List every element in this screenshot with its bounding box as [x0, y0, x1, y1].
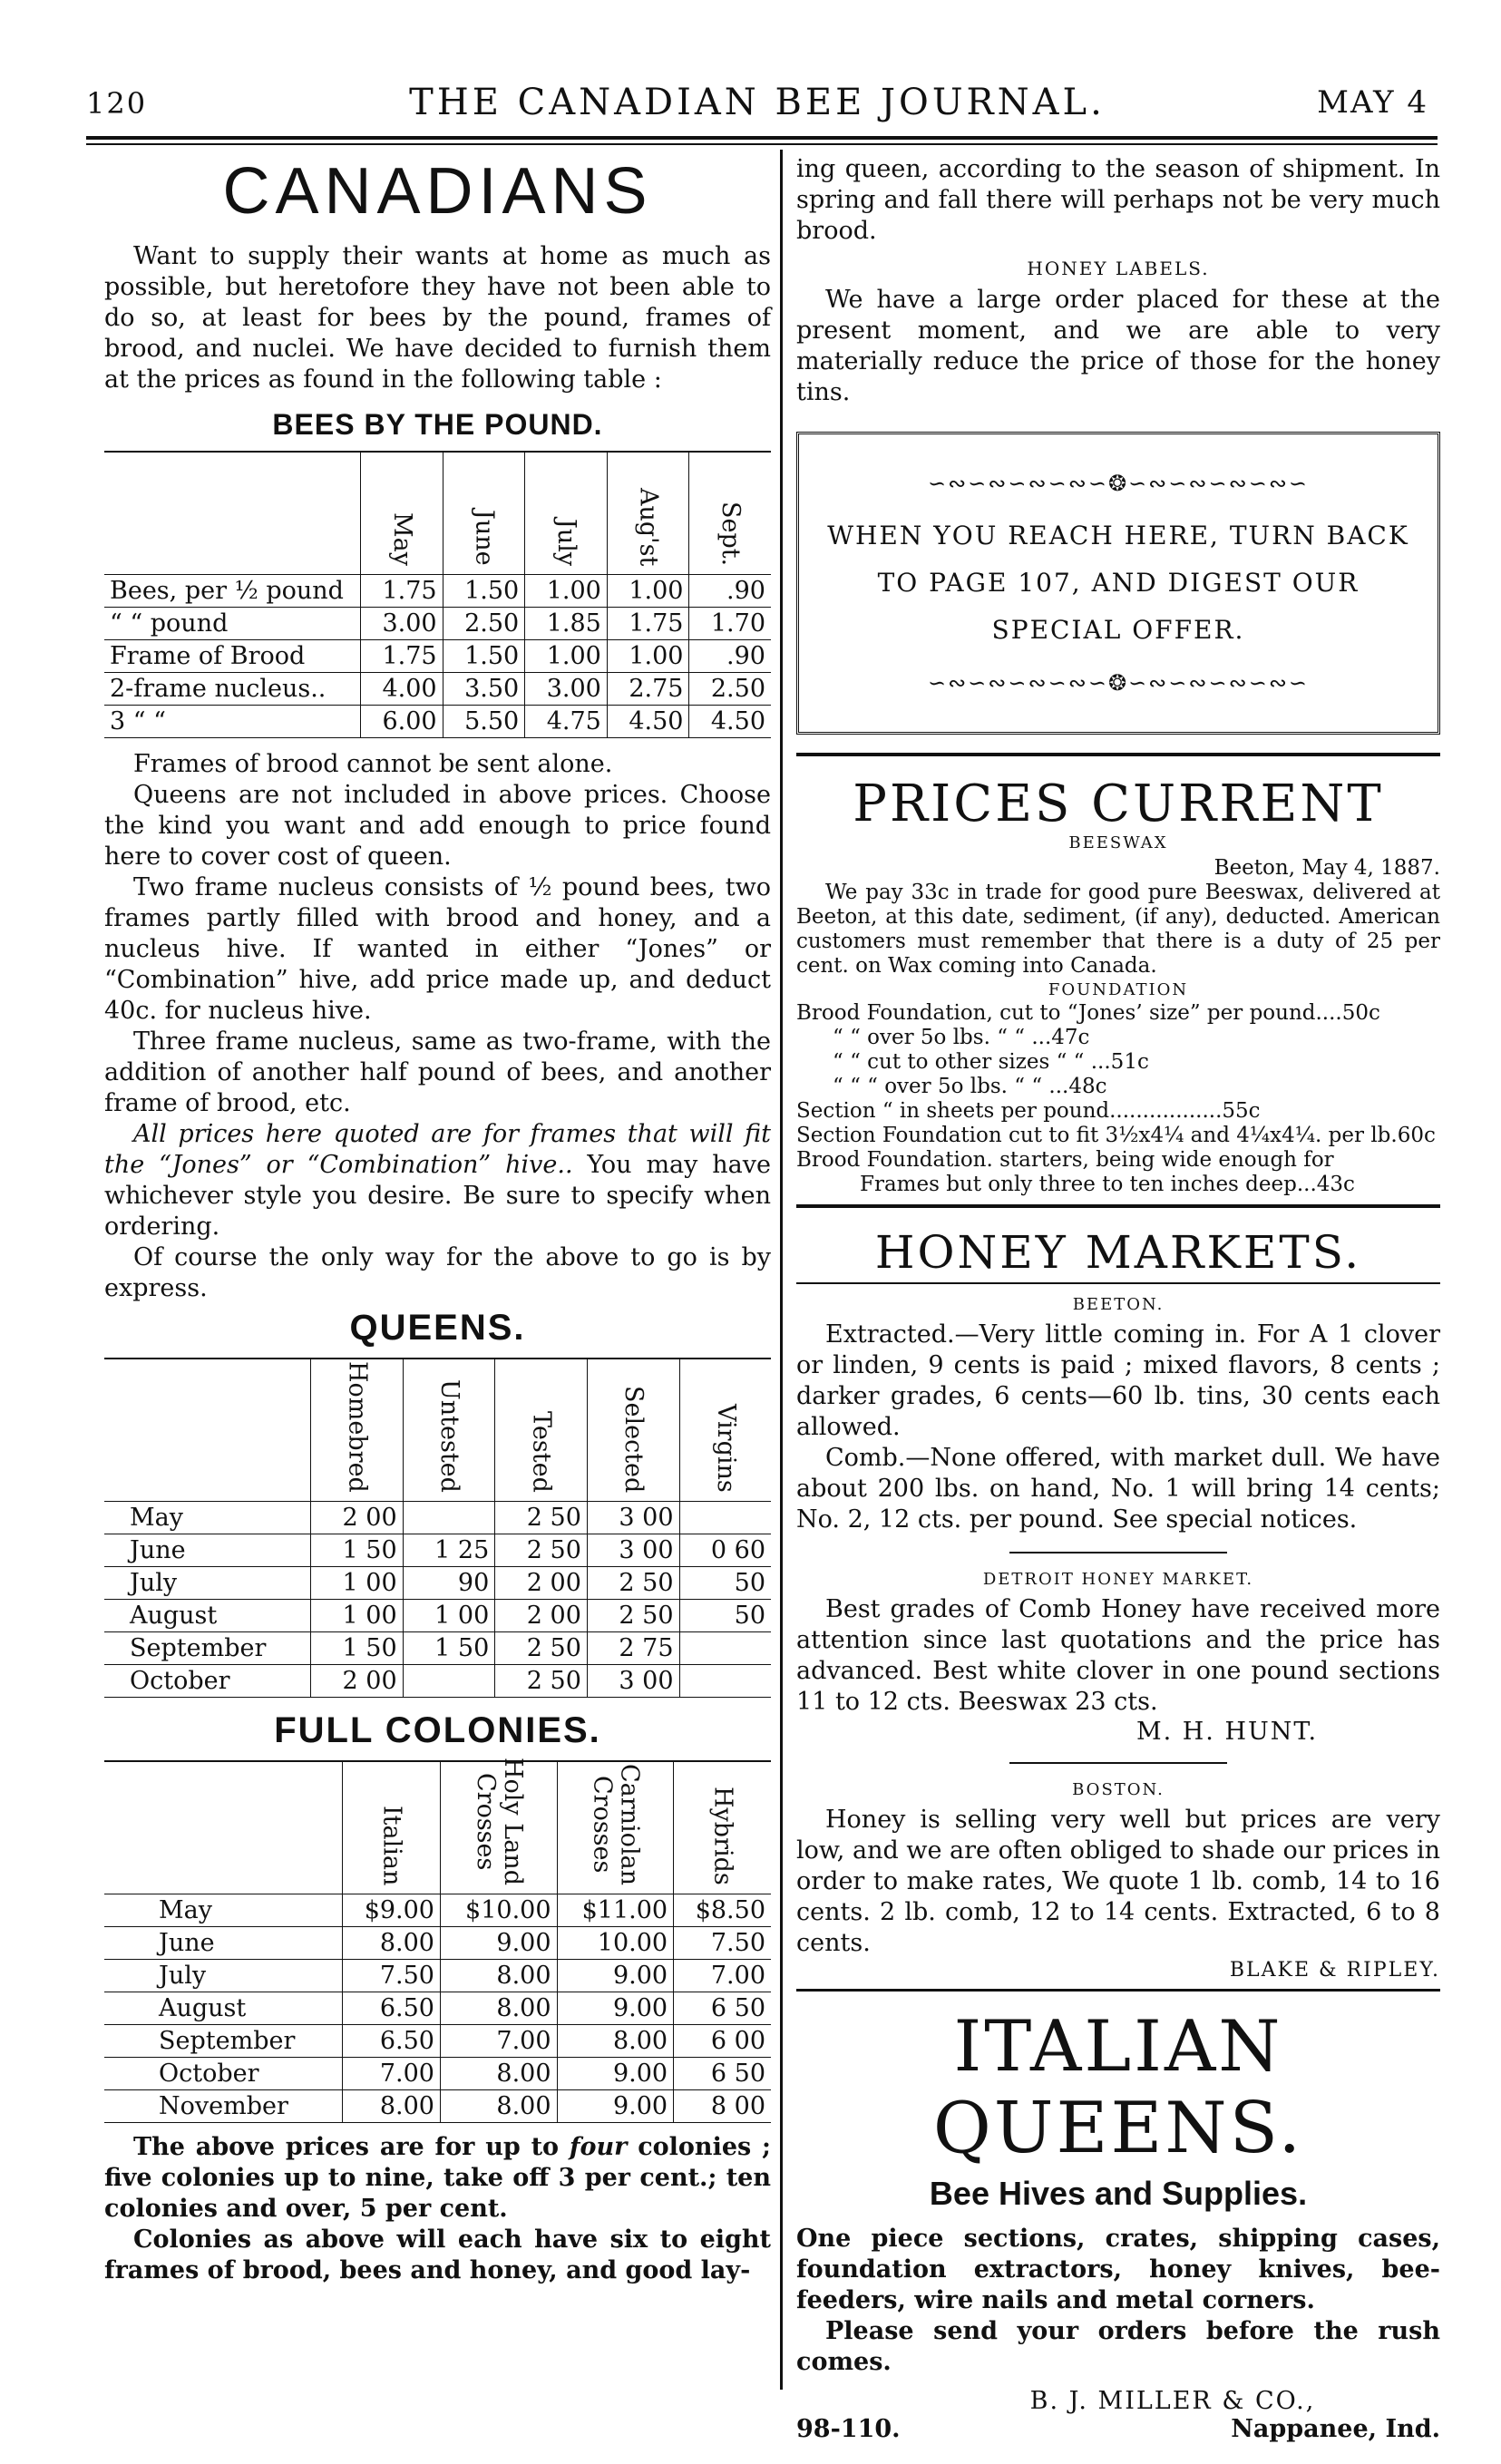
boston-heading: BOSTON. [1072, 1780, 1165, 1799]
ad-code: 98-110. [796, 2415, 901, 2443]
row-label: October [104, 1664, 311, 1697]
cell: 2 50 [495, 1501, 588, 1534]
cell: 4.50 [607, 706, 689, 738]
cell: 2 00 [495, 1599, 588, 1631]
cell: $10.00 [440, 1894, 557, 1926]
section-rule [796, 1989, 1440, 1992]
table-row [104, 1992, 771, 2024]
colonies-last-paragraph: Colonies as above will each have six to eight frames of brood, bees and honey, and good lay- [104, 2225, 771, 2284]
table-row [104, 1926, 771, 1959]
foundation-line: Brood Foundation, cut to “Jones’ size” per pound....50c [796, 1001, 1380, 1025]
col-header: Virgins [679, 1359, 771, 1501]
cell: 1.75 [607, 608, 689, 640]
cell: 1.70 [689, 608, 771, 640]
section-rule [796, 753, 1440, 756]
detroit-heading: DETROIT HONEY MARKET. [982, 1570, 1254, 1589]
cell: 1.00 [525, 575, 608, 608]
row-label: June [104, 1534, 311, 1566]
cell: 7.50 [343, 1959, 441, 1992]
table-row [104, 2057, 771, 2089]
beeton-paragraph: Extracted.—Very little coming in. For A 1 clover or linden, 9 cents is paid ; mixed flavors, 8 cents ; darker grades, 6 cents—60 lb. tins, 30 cents each allowed. [796, 1320, 1440, 1441]
table-row [104, 2024, 771, 2057]
cell: 10.00 [557, 1926, 674, 1959]
cell: 6 00 [674, 2024, 771, 2057]
note-text: The above prices are for up to [133, 2132, 570, 2161]
cell: 2 00 [495, 1566, 588, 1599]
cell: 7.00 [674, 1959, 771, 1992]
cell: 2 00 [311, 1501, 404, 1534]
cell: 1.50 [443, 640, 525, 673]
cell: 2.50 [689, 673, 771, 706]
table-corner [104, 452, 361, 575]
row-label: November [104, 2089, 343, 2122]
row-label: October [104, 2057, 343, 2089]
foundation-line: Section Foundation cut to fit 3½x4¼ and 4¼x4¼. per lb.60c [796, 1124, 1436, 1147]
cell: 5.50 [443, 706, 525, 738]
cell: 8.00 [440, 1959, 557, 1992]
cell [679, 1501, 771, 1534]
cell: $9.00 [343, 1894, 441, 1926]
col-header: June [443, 452, 525, 575]
cell: 8.00 [440, 1992, 557, 2024]
column-separator [780, 150, 783, 2390]
cell [403, 1664, 495, 1697]
cell: 6.00 [361, 706, 443, 738]
cell: 3.00 [525, 673, 608, 706]
issue-date: MAY 4 [1317, 84, 1428, 121]
cell: 1.00 [525, 640, 608, 673]
cell: 6.50 [343, 1992, 441, 2024]
cell: 2 50 [495, 1631, 588, 1664]
cell: 3.50 [443, 673, 525, 706]
row-label: Frame of Brood [104, 640, 361, 673]
foundation-line: “ “ cut to other sizes “ “ ...51c [833, 1050, 1149, 1074]
cell: 8.00 [440, 2089, 557, 2122]
bees-by-pound-table [104, 451, 771, 738]
paragraph-italic-note [104, 1119, 771, 1242]
cell: 8.00 [557, 2024, 674, 2057]
col-header: Italian [343, 1761, 441, 1894]
cell: 2 50 [587, 1599, 679, 1631]
canadians-title: CANADIANS [222, 155, 653, 228]
table-row [104, 1534, 771, 1566]
table-row [104, 1664, 771, 1697]
cell: .90 [689, 640, 771, 673]
divider [1009, 1762, 1227, 1764]
table-row [104, 1566, 771, 1599]
honey-labels-paragraph: We have a large order placed for these at the present moment, and we are able to very materially reduce the price of those for the honey tins. [796, 286, 1440, 406]
journal-title: THE CANADIAN BEE JOURNAL. [409, 82, 1106, 123]
row-label: May [104, 1894, 343, 1926]
col-header: Selected [587, 1359, 679, 1501]
table-row [104, 1599, 771, 1631]
row-label: 2-frame nucleus.. [104, 673, 361, 706]
detroit-signature: M. H. HUNT. [1135, 1718, 1319, 1746]
colonies-note [104, 2132, 771, 2225]
paragraph: Two frame nucleus consists of ½ pound bees, two frames partly filled with brood and honey, and a nucleus hive. If wanted in either “Jones” or “Combination” hive, add price made up, and deduct 40c. for nucleus hive. [104, 873, 771, 1025]
table-corner [104, 1761, 343, 1894]
cell: 4.50 [689, 706, 771, 738]
box-line: WHEN YOU REACH HERE, TURN BACK [827, 521, 1409, 550]
cell: 3 00 [587, 1501, 679, 1534]
cell: 2 75 [587, 1631, 679, 1664]
row-label: July [104, 1566, 311, 1599]
cell: 2 50 [495, 1664, 588, 1697]
col-header: Holy Land Crosses [440, 1761, 557, 1894]
cell: 6 50 [674, 2057, 771, 2089]
italian-queens-ad-title: ITALIAN QUEENS. [932, 2006, 1304, 2169]
cell: 8 00 [674, 2089, 771, 2122]
detroit-paragraph: Best grades of Comb Honey have received more attention since last quotations and the price has advanced. Best white clover in one pound sections 11 to 12 cts. Beeswax 23 cts. [796, 1595, 1440, 1716]
cell: 50 [679, 1566, 771, 1599]
col-header: Tested [495, 1359, 588, 1501]
cell: 1.75 [361, 575, 443, 608]
title-rule [796, 1282, 1440, 1284]
cell: 9.00 [440, 1926, 557, 1959]
boston-paragraph: Honey is selling very well but prices are very low, and we are often obliged to shade our prices in order to make rates, We quote 1 lb. comb, 14 to 16 cents. 2 lb. comb, 12 to 14 cents. Extracted, 6 to 8 cents. [796, 1806, 1440, 1957]
table-row [104, 673, 771, 706]
paragraph: Of course the only way for the above to go is by express. [104, 1243, 771, 1302]
foundation-line: Section “ in sheets per pound.................55c [796, 1099, 1261, 1123]
boston-signature: BLAKE & RIPLEY. [1229, 1959, 1440, 1982]
table-header-row [104, 452, 771, 575]
cell: 2 50 [495, 1534, 588, 1566]
italic-text: All prices here quoted are for frames that will fit the “Jones” or “Combination” hive.. [104, 1120, 771, 1179]
cell: 9.00 [557, 1959, 674, 1992]
foundation-line: Brood Foundation. starters, being wide enough for [796, 1148, 1334, 1172]
cell: 1.00 [607, 575, 689, 608]
col-header: Hybrids [674, 1761, 771, 1894]
beeswax-text: We pay 33c in trade for good pure Beeswax, delivered at Beeton, at this date, sediment, (if any), deducted. American customers must remember that there is a duty of 25 per cent. on Wax coming into Canada. [796, 881, 1440, 978]
paragraph: Three frame nucleus, same as two-frame, with the addition of another half pound of bees, and another frame of brood, etc. [104, 1027, 771, 1117]
foundation-line: “ “ over 5o lbs. “ “ ...47c [833, 1026, 1090, 1049]
cell: 3 00 [587, 1534, 679, 1566]
cell: 9.00 [557, 1992, 674, 2024]
cell: 2 00 [311, 1664, 404, 1697]
cell: 8.00 [343, 2089, 441, 2122]
table-row [104, 1959, 771, 1992]
cell: 7.50 [674, 1926, 771, 1959]
cell: 1.75 [361, 640, 443, 673]
plain-text: You may have whichever style you desire. Be sure to specify when ordering. [104, 1151, 771, 1241]
cell: 4.75 [525, 706, 608, 738]
header-rule-thin [86, 143, 1438, 145]
page-header [86, 77, 1428, 131]
table-corner [104, 1359, 311, 1501]
table-header-row [104, 1761, 771, 1894]
box-line: SPECIAL OFFER. [991, 615, 1245, 645]
cell: 4.00 [361, 673, 443, 706]
row-label: June [104, 1926, 343, 1959]
cell: 1 00 [311, 1566, 404, 1599]
foundation-line: Frames but only three to ten inches deep...43c [860, 1173, 1355, 1196]
cell: 7.00 [440, 2024, 557, 2057]
table-row [104, 1894, 771, 1926]
left-column [104, 154, 771, 2286]
note-text: colonies ; five colonies up to nine, take off 3 per cent.; ten colonies and over, 5 per cent. [104, 2132, 772, 2223]
cell: 8.00 [440, 2057, 557, 2089]
note-emphasis: four [569, 2132, 628, 2161]
col-header: Homebred [311, 1359, 404, 1501]
dateline: Beeton, May 4, 1887. [1213, 856, 1440, 880]
cell: .90 [689, 575, 771, 608]
honey-markets-title: HONEY MARKETS. [874, 1226, 1362, 1279]
table-header-row [104, 1359, 771, 1501]
row-label: “ “ pound [104, 608, 361, 640]
paragraph: Frames of brood cannot be sent alone. [133, 750, 613, 778]
cell: 1 50 [311, 1631, 404, 1664]
ad-company: B. J. MILLER & CO., [1029, 2387, 1316, 2415]
full-colonies-table [104, 1757, 771, 2123]
honey-labels-heading: HONEY LABELS. [1027, 258, 1210, 279]
cell: 1 50 [311, 1534, 404, 1566]
divider [1009, 1552, 1227, 1553]
row-label: September [104, 1631, 311, 1664]
cell [679, 1631, 771, 1664]
bees-table-title: BEES BY THE POUND. [272, 408, 603, 441]
ad-subtitle: Bee Hives and Supplies. [929, 2175, 1308, 2212]
cell: 2.50 [443, 608, 525, 640]
cell: 1.85 [525, 608, 608, 640]
row-label: August [104, 1599, 311, 1631]
row-label: 3 “ “ [104, 706, 361, 738]
col-header: May [361, 452, 443, 575]
cell: 1 00 [311, 1599, 404, 1631]
cell: 9.00 [557, 2057, 674, 2089]
row-label: May [104, 1501, 311, 1534]
ornament-top: ∽∾∽∾∽∾∽∾∽❂∽∾∽∾∽∾∽∾∽ [927, 471, 1310, 496]
col-header: Carniolan Crosses [557, 1761, 674, 1894]
col-header: Untested [403, 1359, 495, 1501]
cell: 3.00 [361, 608, 443, 640]
cell: 90 [403, 1566, 495, 1599]
foundation-heading: FOUNDATION [1048, 980, 1189, 999]
intro-paragraph: Want to supply their wants at home as much as possible, but heretofore they have not been able to do so, at least for bees by the pound, frames of brood, and nuclei. We have decided to furnish them at the prices as found in the following table : [104, 242, 771, 394]
ad-footer [796, 2415, 1440, 2443]
table-row [104, 706, 771, 738]
page-number: 120 [86, 86, 148, 121]
row-label: Bees, per ½ pound [104, 575, 361, 608]
table-row [104, 640, 771, 673]
table-row [104, 1631, 771, 1664]
beeton-heading: BEETON. [1072, 1295, 1165, 1314]
row-label: August [104, 1992, 343, 2024]
cell [403, 1501, 495, 1534]
row-label: September [104, 2024, 343, 2057]
cell: 9.00 [557, 2089, 674, 2122]
cell: 1.00 [607, 640, 689, 673]
cell: $8.50 [674, 1894, 771, 1926]
right-column [796, 154, 1440, 2443]
table-row [104, 1501, 771, 1534]
paragraph: Queens are not included in above prices. Choose the kind you want and add enough to price found here to cover cost of queen. [104, 781, 771, 871]
queens-table-title: QUEENS. [349, 1308, 526, 1348]
queens-table [104, 1358, 771, 1698]
cell: 3 00 [587, 1664, 679, 1697]
table-row [104, 2089, 771, 2122]
cell: 1 25 [403, 1534, 495, 1566]
prices-current-title: PRICES CURRENT [853, 774, 1384, 833]
ad-cta: Please send your orders before the rush comes. [796, 2317, 1440, 2376]
cell: 1.50 [443, 575, 525, 608]
cell: 2.75 [607, 673, 689, 706]
col-header: Sept. [689, 452, 771, 575]
header-rule [86, 136, 1438, 140]
cell: 2 50 [587, 1566, 679, 1599]
cell: 8.00 [343, 1926, 441, 1959]
table-row [104, 575, 771, 608]
ad-text: One piece sections, crates, shipping cases, foundation extractors, honey knives, bee-feeders, wire nails and metal corners. [796, 2225, 1440, 2314]
cell: $11.00 [557, 1894, 674, 1926]
row-label: July [104, 1959, 343, 1992]
section-rule [796, 1204, 1440, 1208]
cell [679, 1664, 771, 1697]
col-header: July [525, 452, 608, 575]
foundation-line: “ “ “ over 5o lbs. “ “ ...48c [833, 1075, 1107, 1098]
cell: 1 50 [403, 1631, 495, 1664]
box-line: TO PAGE 107, AND DIGEST OUR [877, 568, 1360, 598]
cell: 1 00 [403, 1599, 495, 1631]
cell: 6 50 [674, 1992, 771, 2024]
ornament-bottom: ∽∾∽∾∽∾∽∾∽❂∽∾∽∾∽∾∽∾∽ [927, 670, 1310, 696]
beeswax-heading: BEESWAX [1068, 833, 1168, 852]
continued-paragraph: ing queen, according to the season of shipment. In spring and fall there will perhaps not be very much brood. [796, 155, 1440, 245]
cell: 50 [679, 1599, 771, 1631]
colonies-table-title: FULL COLONIES. [274, 1709, 601, 1750]
ad-town: Nappanee, Ind. [1231, 2415, 1440, 2443]
table-row [104, 608, 771, 640]
beeton-paragraph: Comb.—None offered, with market dull. We have about 200 lbs. on hand, No. 1 will bring 14 cents; No. 2, 12 cts. per pound. See special notices. [796, 1444, 1440, 1534]
special-offer-box [796, 432, 1440, 735]
cell: 6.50 [343, 2024, 441, 2057]
cell: 0 60 [679, 1534, 771, 1566]
cell: 7.00 [343, 2057, 441, 2089]
col-header: Aug'st [607, 452, 689, 575]
